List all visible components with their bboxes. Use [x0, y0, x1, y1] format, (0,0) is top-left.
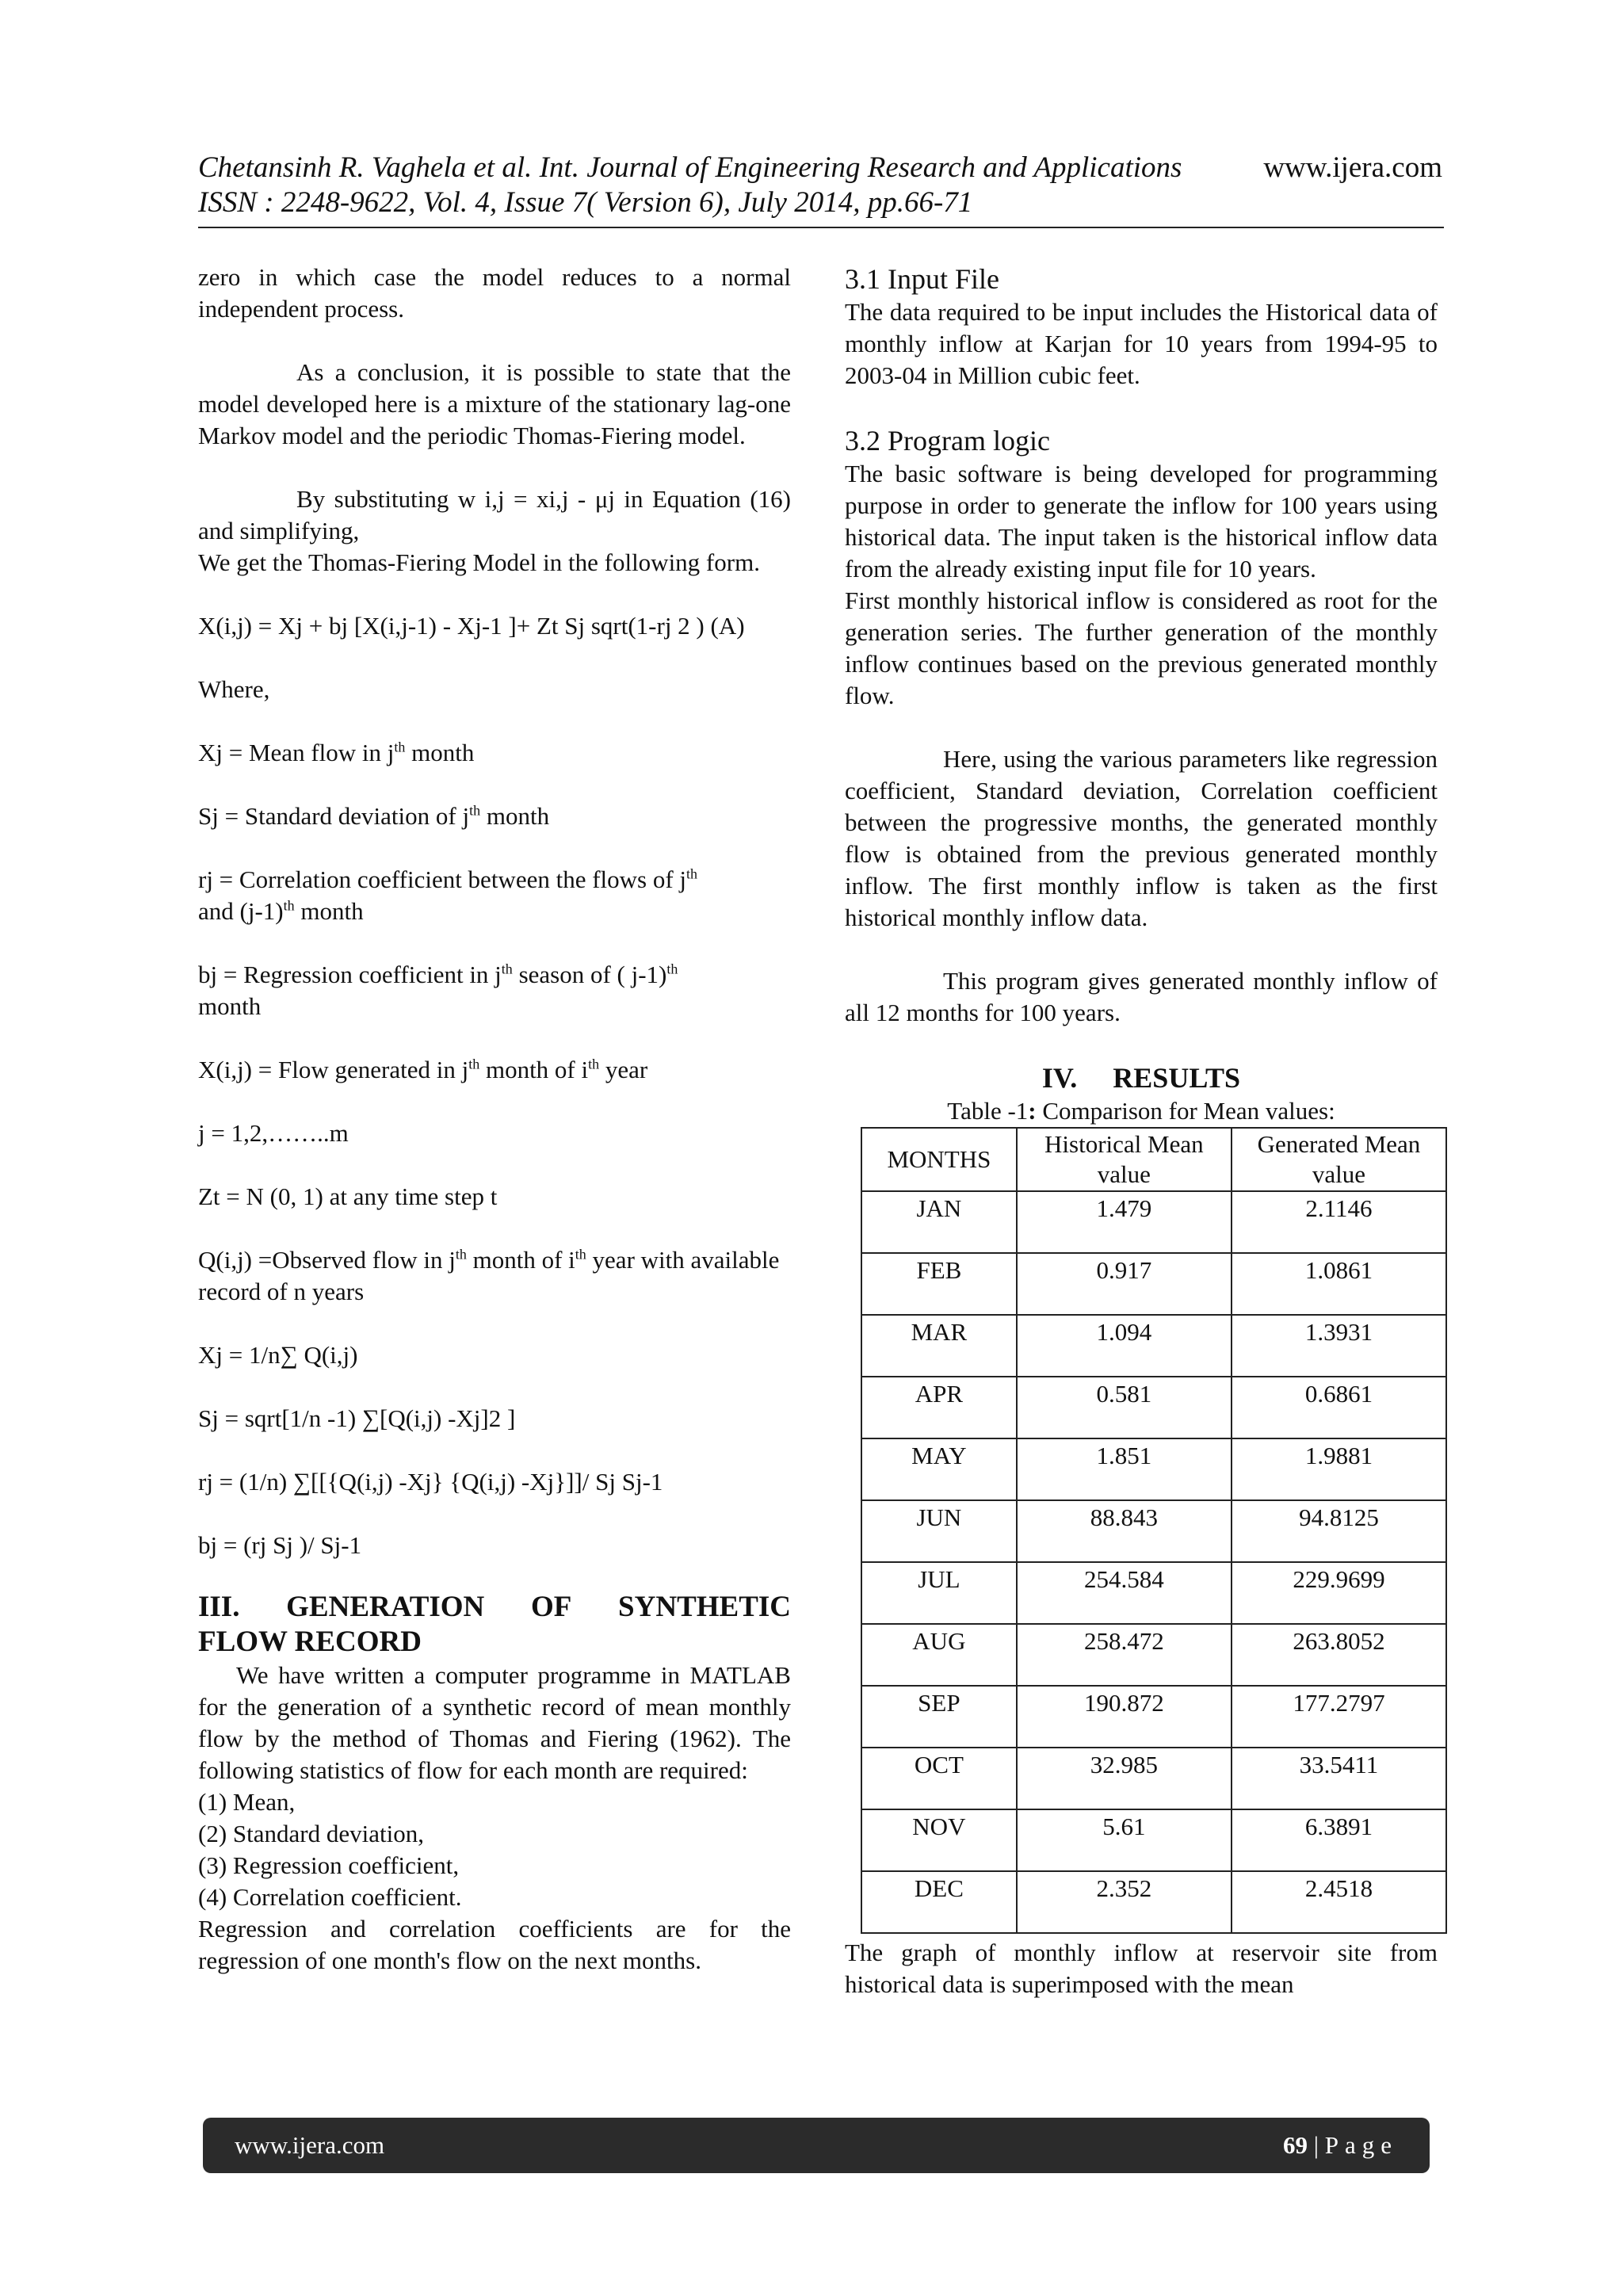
table-cell: OCT: [861, 1748, 1017, 1809]
table-cell: 1.0861: [1232, 1253, 1446, 1315]
table-header-cell: Historical Mean value: [1017, 1128, 1232, 1191]
table-cell: 254.584: [1017, 1562, 1232, 1624]
table-row: [861, 1809, 1446, 1871]
table-cell: NOV: [861, 1809, 1017, 1871]
table-cell: 2.1146: [1232, 1191, 1446, 1253]
paragraph: zero in which case the model reduces to a normal independent process.: [198, 263, 791, 323]
table-cell: 1.3931: [1232, 1315, 1446, 1377]
table-cell: FEB: [861, 1253, 1017, 1315]
table-row: [861, 1191, 1446, 1253]
where-label: Where,: [198, 675, 270, 703]
table-cell: 0.6861: [1232, 1377, 1446, 1438]
table-header-row: [861, 1128, 1446, 1191]
equation-main: X(i,j) = Xj + bj [X(i,j-1) - Xj-1 ]+ Zt Sj sqrt(1-rj 2 ) (A): [198, 612, 745, 640]
table-caption: Table -1: Comparison for Mean values:: [947, 1097, 1335, 1125]
def-rj: rj = Correlation coefficient between the flows of $j^{th}$ and $(j-1)^{th}$ month: [198, 865, 698, 925]
paragraph: This program gives generated monthly inflow of all 12 months for 100 years.: [845, 967, 1438, 1026]
header-rule: [198, 227, 1444, 228]
table-cell: 88.843: [1017, 1500, 1232, 1562]
table-cell: 1.094: [1017, 1315, 1232, 1377]
def-x: X(i,j) = Flow generated in $j^{th}$ month of $i^{th}$ year: [198, 1056, 648, 1083]
table-cell: SEP: [861, 1686, 1017, 1748]
paragraph: First monthly historical inflow is considered as root for the generation series. The further generation of the monthly inflow continues based on the previous generated monthly flow.: [845, 586, 1438, 709]
table-cell: AUG: [861, 1624, 1017, 1686]
table-cell: DEC: [861, 1871, 1017, 1933]
list-item: (1) Mean,: [198, 1788, 296, 1816]
table-cell: 258.472: [1017, 1624, 1232, 1686]
table-cell: 1.851: [1017, 1438, 1232, 1500]
table-row: [861, 1562, 1446, 1624]
equation-rj: rj = (1/n) ∑[[{Q(i,j) -Xj} {Q(i,j) -Xj}]]/ Sj Sj-1: [198, 1468, 663, 1496]
table-header-cell: MONTHS: [861, 1128, 1017, 1191]
subsection-heading-3-1: 3.1 Input File: [845, 263, 999, 295]
paragraph: Here, using the various parameters like regression coefficient, Standard deviation, Correlation coefficient between the progressive months, the generated monthly flow is obtained from the previous generated monthly inflow. The first monthly inflow is taken as the first historical monthly inflow data.: [845, 745, 1438, 931]
subsection-heading-3-2: 3.2 Program logic: [845, 425, 1050, 457]
def-xj: Xj = Mean flow in $j^{th}$ month: [198, 739, 475, 766]
table-cell: APR: [861, 1377, 1017, 1438]
mean-values-table: [861, 1127, 1447, 1934]
table-cell: 1.9881: [1232, 1438, 1446, 1500]
table-row: [861, 1253, 1446, 1315]
table-cell: 0.581: [1017, 1377, 1232, 1438]
issn-line: ISSN : 2248-9622, Vol. 4, Issue 7( Version 6), July 2014, pp.66-71: [198, 186, 973, 219]
paragraph: As a conclusion, it is possible to state that the model developed here is a mixture of the stationary lag-one Markov model and the periodic Thomas-Fiering model.: [198, 358, 791, 449]
table-row: [861, 1871, 1446, 1933]
table-row: [861, 1315, 1446, 1377]
table-row: [861, 1377, 1446, 1438]
def-sj: Sj = Standard deviation of $j^{th}$ month: [198, 802, 550, 830]
paragraph: We get the Thomas-Fiering Model in the following form.: [198, 548, 760, 576]
table-cell: 263.8052: [1232, 1624, 1446, 1686]
paragraph: The data required to be input includes the Historical data of monthly inflow at Karjan for 10 years from 1994-95 to 2003-04 in Million cubic feet.: [845, 298, 1438, 389]
table-cell: 33.5411: [1232, 1748, 1446, 1809]
journal-line: Chetansinh R. Vaghela et al. Int. Journal of Engineering Research and Applications: [198, 151, 1182, 184]
list-item: (4) Correlation coefficient.: [198, 1883, 462, 1911]
table-cell: 229.9699: [1232, 1562, 1446, 1624]
table-cell: 1.479: [1017, 1191, 1232, 1253]
def-zt: Zt = N (0, 1) at any time step t: [198, 1182, 498, 1210]
table-row: [861, 1438, 1446, 1500]
page-header: [198, 151, 1442, 220]
table-header-cell: Generated Mean value: [1232, 1128, 1446, 1191]
equation-sj: Sj = sqrt[1/n -1) ∑[Q(i,j) -Xj]2 ]: [198, 1404, 516, 1432]
table-cell: JUL: [861, 1562, 1017, 1624]
table-cell: 2.4518: [1232, 1871, 1446, 1933]
table-cell: 32.985: [1017, 1748, 1232, 1809]
table-cell: 6.3891: [1232, 1809, 1446, 1871]
section-heading-4: IV. RESULTS: [1041, 1062, 1241, 1094]
list-item: (2) Standard deviation,: [198, 1820, 424, 1847]
table-cell: 94.8125: [1232, 1500, 1446, 1562]
table-cell: 177.2797: [1232, 1686, 1446, 1748]
table-cell: 190.872: [1017, 1686, 1232, 1748]
table-row: [861, 1500, 1446, 1562]
right-column: [845, 262, 1438, 2000]
section-heading-3: III. GENERATION OF SYNTHETIC FLOW RECORD: [198, 1591, 791, 1658]
paragraph: The graph of monthly inflow at reservoir site from historical data is superimposed with the mean: [845, 1939, 1438, 1998]
footer-website: www.ijera.com: [235, 2131, 385, 2159]
paragraph: We have written a computer programme in MATLAB for the generation of a synthetic record of mean monthly flow by the method of Thomas and Fiering (1962). The following statistics of flow for each month are required:: [198, 1661, 791, 1784]
table-cell: 5.61: [1017, 1809, 1232, 1871]
table-row: [861, 1624, 1446, 1686]
table-cell: MAY: [861, 1438, 1017, 1500]
page-footer: [203, 2118, 1430, 2173]
paragraph: The basic software is being developed for programming purpose in order to generate the inflow for 100 years using historical data. The input taken is the historical inflow data from the already existing input file for 10 years.: [845, 460, 1438, 583]
list-item: (3) Regression coefficient,: [198, 1851, 460, 1879]
equation-bj: bj = (rj Sj )/ Sj-1: [198, 1531, 362, 1559]
table-cell: 2.352: [1017, 1871, 1232, 1933]
table-row: [861, 1686, 1446, 1748]
paragraph: Regression and correlation coefficients are for the regression of one month's flow on the next months.: [198, 1915, 791, 1974]
table-cell: 0.917: [1017, 1253, 1232, 1315]
table-cell: MAR: [861, 1315, 1017, 1377]
paragraph: By substituting w i,j = xi,j - μj in Equation (16) and simplifying,: [198, 485, 791, 544]
def-j-range: j = 1,2,……..m: [198, 1119, 349, 1147]
table-cell: JUN: [861, 1500, 1017, 1562]
table-row: [861, 1748, 1446, 1809]
equation-xj: Xj = 1/n∑ Q(i,j): [198, 1341, 358, 1369]
def-bj: bj = Regression coefficient in $j^{th}$ season of ( j-1)$^{th}$ month: [198, 961, 678, 1020]
header-website: www.ijera.com: [1263, 151, 1442, 184]
def-q: Q(i,j) =Observed flow in $j^{th}$ month of $i^{th}$ year with available record of n years: [198, 1246, 780, 1305]
page-number: 69 | Page: [1283, 2131, 1398, 2159]
table-cell: JAN: [861, 1191, 1017, 1253]
left-column: [198, 262, 791, 1977]
